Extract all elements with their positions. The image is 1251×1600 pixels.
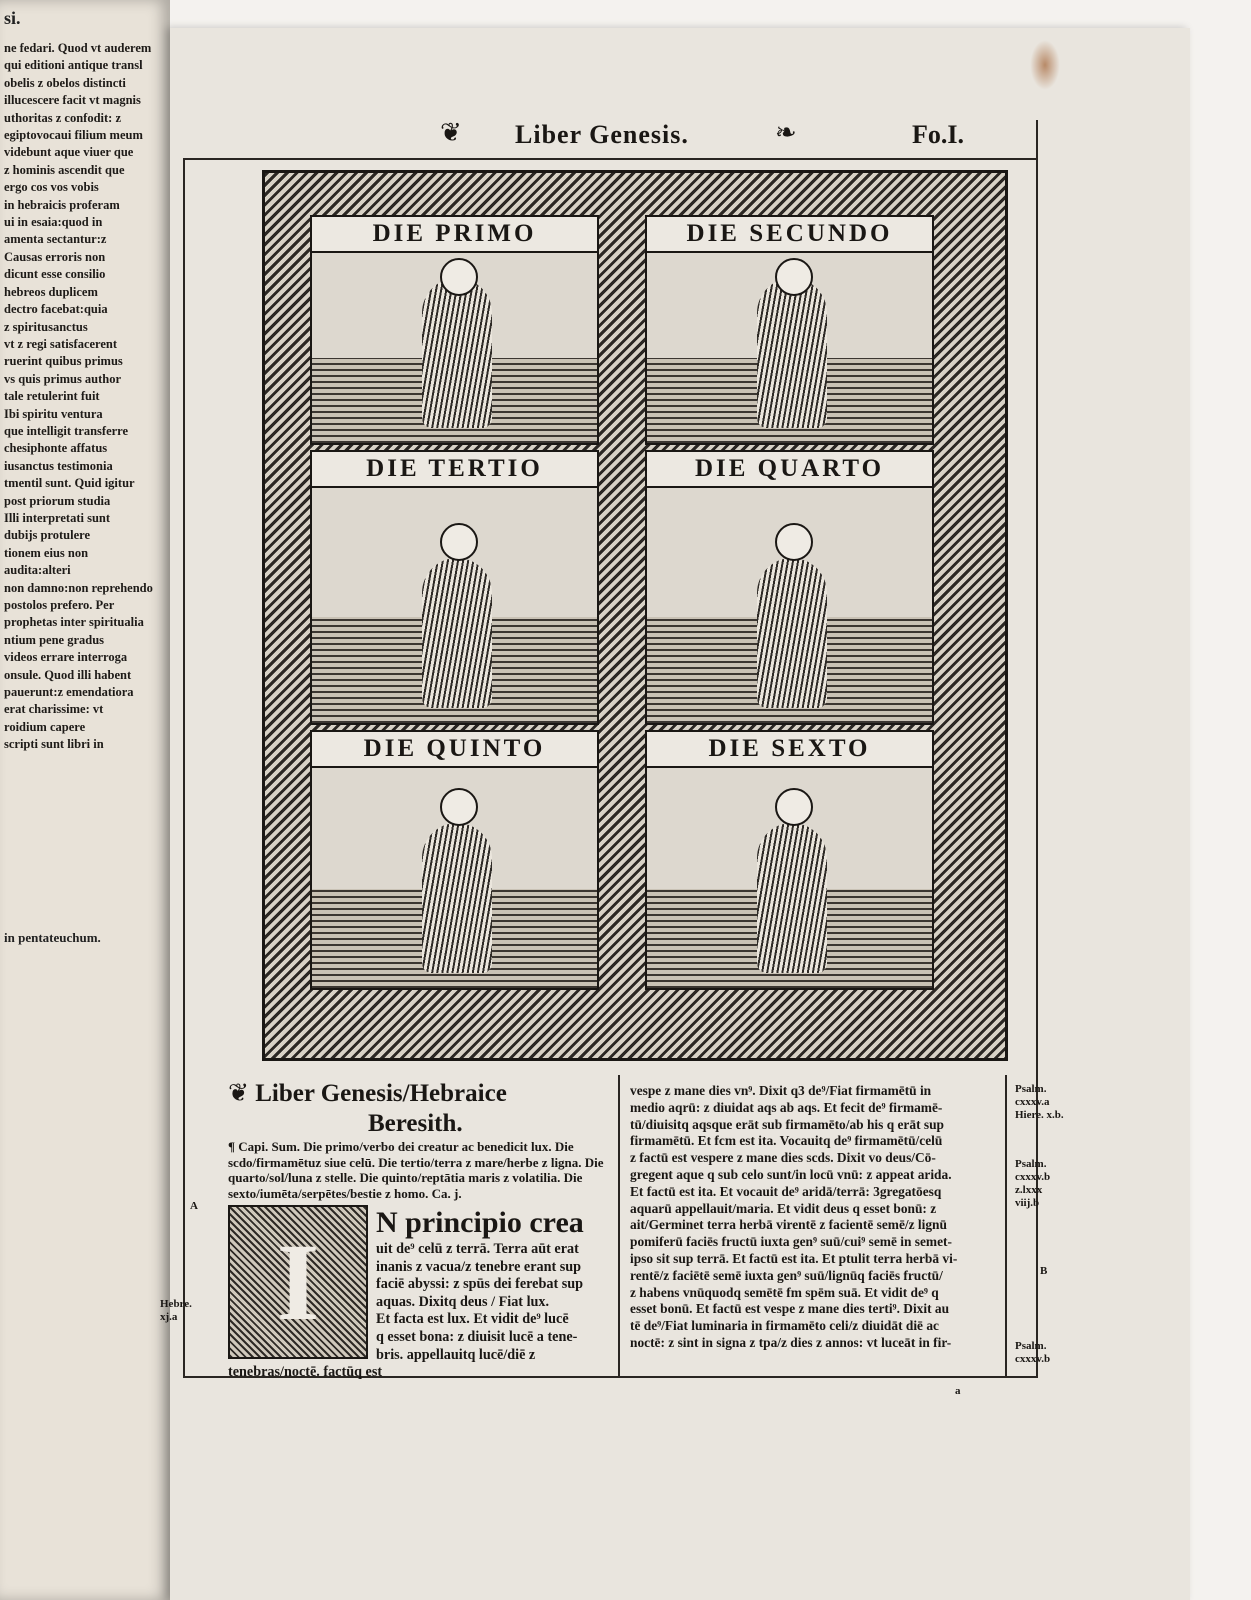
left-text-line: chesiphonte affatus	[4, 441, 108, 456]
title-line-1-text: Liber Genesis/Hebraice	[255, 1080, 507, 1107]
text-line: z habens vnūquodq semētē fm spēm suā. Et vidit de⁹ q	[630, 1284, 939, 1300]
panel-caption: DIE QUINTO	[310, 730, 599, 768]
left-running-head: si.	[4, 8, 21, 28]
left-text-line: vt z regi satisfacerent	[4, 336, 118, 351]
left-text-line: ntium pene gradus	[4, 632, 105, 647]
left-text-line: ergo cos vos vobis	[4, 180, 99, 195]
column-rule	[618, 1075, 620, 1378]
halo-icon	[775, 788, 813, 826]
text-line: esset bonū. Et factū est vespe z mane dies terti⁹. Dixit au	[630, 1301, 950, 1317]
left-text-line: obelis z obelos distincti	[4, 75, 126, 90]
god-figure	[422, 278, 492, 428]
fleuron-ornament-icon: ❧	[775, 118, 797, 148]
day-illustration	[310, 766, 599, 990]
fleuron-ornament-icon: ❦	[440, 118, 462, 148]
left-text-line: dicunt esse consilio	[4, 267, 106, 282]
left-text-line: z spiritusanctus	[4, 319, 88, 334]
left-text-line: scripti sunt libri in	[4, 737, 104, 752]
left-text-line: in hebraicis proferam	[4, 197, 120, 212]
margin-note-hebre: Hebre. xj.a	[160, 1298, 192, 1323]
text-line: gregent aque q sub celo sunt/in locū vnū: z appeat arida.	[630, 1166, 952, 1182]
margin-note-psalm-1: Psalm. cxxxv.a Hiere. x.b.	[1015, 1083, 1064, 1121]
god-figure	[422, 823, 492, 973]
left-text-line: pauerunt:z emendatiora	[4, 685, 134, 700]
panel-caption: DIE PRIMO	[310, 215, 599, 253]
header-rule	[183, 158, 1038, 160]
text-line: aquas. Dixitq deus / Fiat lux.	[376, 1293, 550, 1310]
margin-letter-a: A	[190, 1200, 198, 1212]
folio-number: Fo.I.	[912, 120, 964, 149]
left-text-line: ruerint quibus primus	[4, 354, 123, 369]
text-line: z factū est vespere z mane dies scds. Dixit vo deus/Cō-	[630, 1150, 936, 1166]
halo-icon	[440, 788, 478, 826]
panel-caption: DIE QUARTO	[645, 450, 934, 488]
halo-icon	[440, 523, 478, 561]
text-line: bris. appellauitq lucē/diē z tenebras/noctē. factūq est	[228, 1346, 536, 1381]
left-text-line: Ibi spiritu ventura	[4, 406, 103, 421]
left-page-text	[4, 40, 160, 754]
left-text-line: prophetas inter spiritualia	[4, 615, 144, 630]
left-text-line: non damno:non reprehendo	[4, 580, 153, 595]
day-illustration	[645, 486, 934, 725]
panel-caption: DIE SECUNDO	[645, 215, 934, 253]
day-illustration	[310, 486, 599, 725]
text-column-2	[630, 1083, 1002, 1352]
left-text-line: z hominis ascendit que	[4, 162, 125, 177]
left-text-line: audita:alteri	[4, 563, 71, 578]
left-text-line: hebreos duplicem	[4, 284, 98, 299]
margin-rule	[1005, 1075, 1007, 1378]
margin-letter-b: B	[1040, 1265, 1048, 1277]
left-text-line: Causas erroris non	[4, 249, 106, 264]
left-text-line: que intelligit transferre	[4, 423, 129, 438]
stain	[1030, 40, 1060, 90]
title-line-2: Beresith.	[368, 1110, 463, 1137]
left-text-line: postolos prefero. Per	[4, 598, 115, 612]
god-figure	[422, 558, 492, 708]
left-frame-rule	[183, 158, 185, 1378]
text-line: q esset bona: z diuisit lucē a tene-	[376, 1328, 578, 1345]
incipit: N principio crea	[376, 1206, 584, 1239]
text-line: faciē abyssi: z spūs dei ferebat sup	[376, 1276, 584, 1293]
day-illustration	[310, 251, 599, 445]
day-illustration	[645, 766, 934, 990]
text-line: uit de⁹ celū z terrā. Terra aūt erat	[376, 1241, 579, 1257]
left-text-line: Illi interpretati sunt	[4, 510, 111, 525]
chapter-summary: ¶ Capi. Sum. Die primo/verbo dei creatur ac benedicit lux. Die scdo/firmamētuz siue celū. Die tertio/terra z mare/herbe z ligna. Die quarto/sol/luna z stelle. Die quinto/reptātia maris z volatilia. Die sexto/iumēta/serpētes/bestie z homo. Ca. j.	[228, 1139, 604, 1201]
text-line: ait/Germinet terra herbā virentē z facientē semē/z lignū	[630, 1217, 947, 1233]
left-page	[0, 0, 170, 1600]
margin-note-psalm-2: Psalm. cxxxv.b z.lxxx viij.b	[1015, 1158, 1051, 1209]
running-title: Liber Genesis.	[515, 120, 689, 149]
god-figure	[757, 558, 827, 708]
fleuron-ornament-icon: ❦	[228, 1078, 249, 1107]
left-text-line: roidium capere	[4, 719, 86, 734]
god-figure	[757, 278, 827, 428]
panel-caption: DIE SEXTO	[645, 730, 934, 768]
left-text-line: tmentil sunt. Quid igitur	[4, 476, 135, 491]
chapter-heading	[228, 1078, 616, 1382]
left-text-line: uthoritas z confodit: z	[4, 110, 121, 125]
text-line: aquarū appellauit/maria. Et vidit deus q esset bonū: z	[630, 1200, 937, 1216]
left-text-line: ne fedari. Quod vt auderem	[4, 41, 152, 55]
text-line: pomiferū faciēs fructū iuxta gen⁹ suū/cui⁹ semē in semet-	[630, 1234, 952, 1250]
left-page-footer: in pentateuchum.	[4, 930, 101, 945]
halo-icon	[775, 258, 813, 296]
text-line: tē de⁹/Fiat luminaria in firmamēto celi/z diuidāt diē ac	[630, 1318, 939, 1334]
left-text-line: dectro facebat:quia	[4, 302, 108, 317]
left-text-line: videos errare interroga	[4, 650, 128, 665]
left-text-line: onsule. Quod illi habent	[4, 667, 132, 682]
margin-note-psalm-3: Psalm. cxxxv.b	[1015, 1340, 1051, 1365]
left-text-line: amenta sectantur:z	[4, 232, 107, 247]
left-text-line: ui in esaia:quod in	[4, 215, 103, 230]
left-text-line: illucescere facit vt magnis	[4, 93, 141, 108]
day-illustration	[645, 251, 934, 445]
text-line: Et factū est ita. Et vocauit de⁹ aridā/terrā: 3gregatōesq	[630, 1183, 942, 1199]
text-line: tū/diuisitq aqsque erāt sub firmamēto/ab his q erāt sup	[630, 1116, 944, 1132]
left-text-line: videbunt aque viuer que	[4, 145, 134, 160]
halo-icon	[775, 523, 813, 561]
opening-text	[228, 1205, 616, 1382]
left-text-line: tale retulerint fuit	[4, 389, 100, 404]
left-text-line: egiptovocaui filium meum	[4, 128, 143, 143]
text-line: ipso sit sup terrā. Et factū est ita. Et ptulit terra herbā vi-	[630, 1250, 958, 1266]
left-text-line: vs quis primus author	[4, 371, 122, 386]
text-line: Et facta est lux. Et vidit de⁹ lucē	[376, 1311, 569, 1328]
title-line-1	[228, 1078, 616, 1109]
creation-woodcut	[262, 170, 1008, 1061]
left-text-line: post priorum studia	[4, 493, 111, 508]
left-text-line: erat charissime: vt	[4, 702, 104, 717]
halo-icon	[440, 258, 478, 296]
god-figure	[757, 823, 827, 973]
left-text-line: iusanctus testimonia	[4, 458, 113, 473]
signature-mark: a	[955, 1385, 961, 1397]
panel-caption: DIE TERTIO	[310, 450, 599, 488]
text-line: noctē: z sint in signa z tpa/z dies z annos: vt luceāt in fir-	[630, 1334, 952, 1350]
decorated-initial: I	[228, 1205, 368, 1359]
left-text-line: qui editioni antique transl	[4, 58, 143, 73]
text-line: firmamētū. Et fcm est ita. Vocauitq de⁹ firmamētū/celū	[630, 1133, 943, 1149]
left-text-line: dubijs protulere	[4, 528, 91, 543]
text-line: inanis z vacua/z tenebre erant sup	[376, 1258, 582, 1275]
text-line: medio aqrū: z diuidat aqs ab aqs. Et fecit de⁹ firmamē-	[630, 1099, 943, 1115]
left-text-line: tionem eius non	[4, 545, 89, 560]
text-line: rentē/z faciētē semē iuxta gen⁹ suū/lignūq faciēs fructū/	[630, 1267, 943, 1283]
text-line: vespe z mane dies vn⁹. Dixit q3 de⁹/Fiat firmamētū in	[630, 1083, 932, 1098]
